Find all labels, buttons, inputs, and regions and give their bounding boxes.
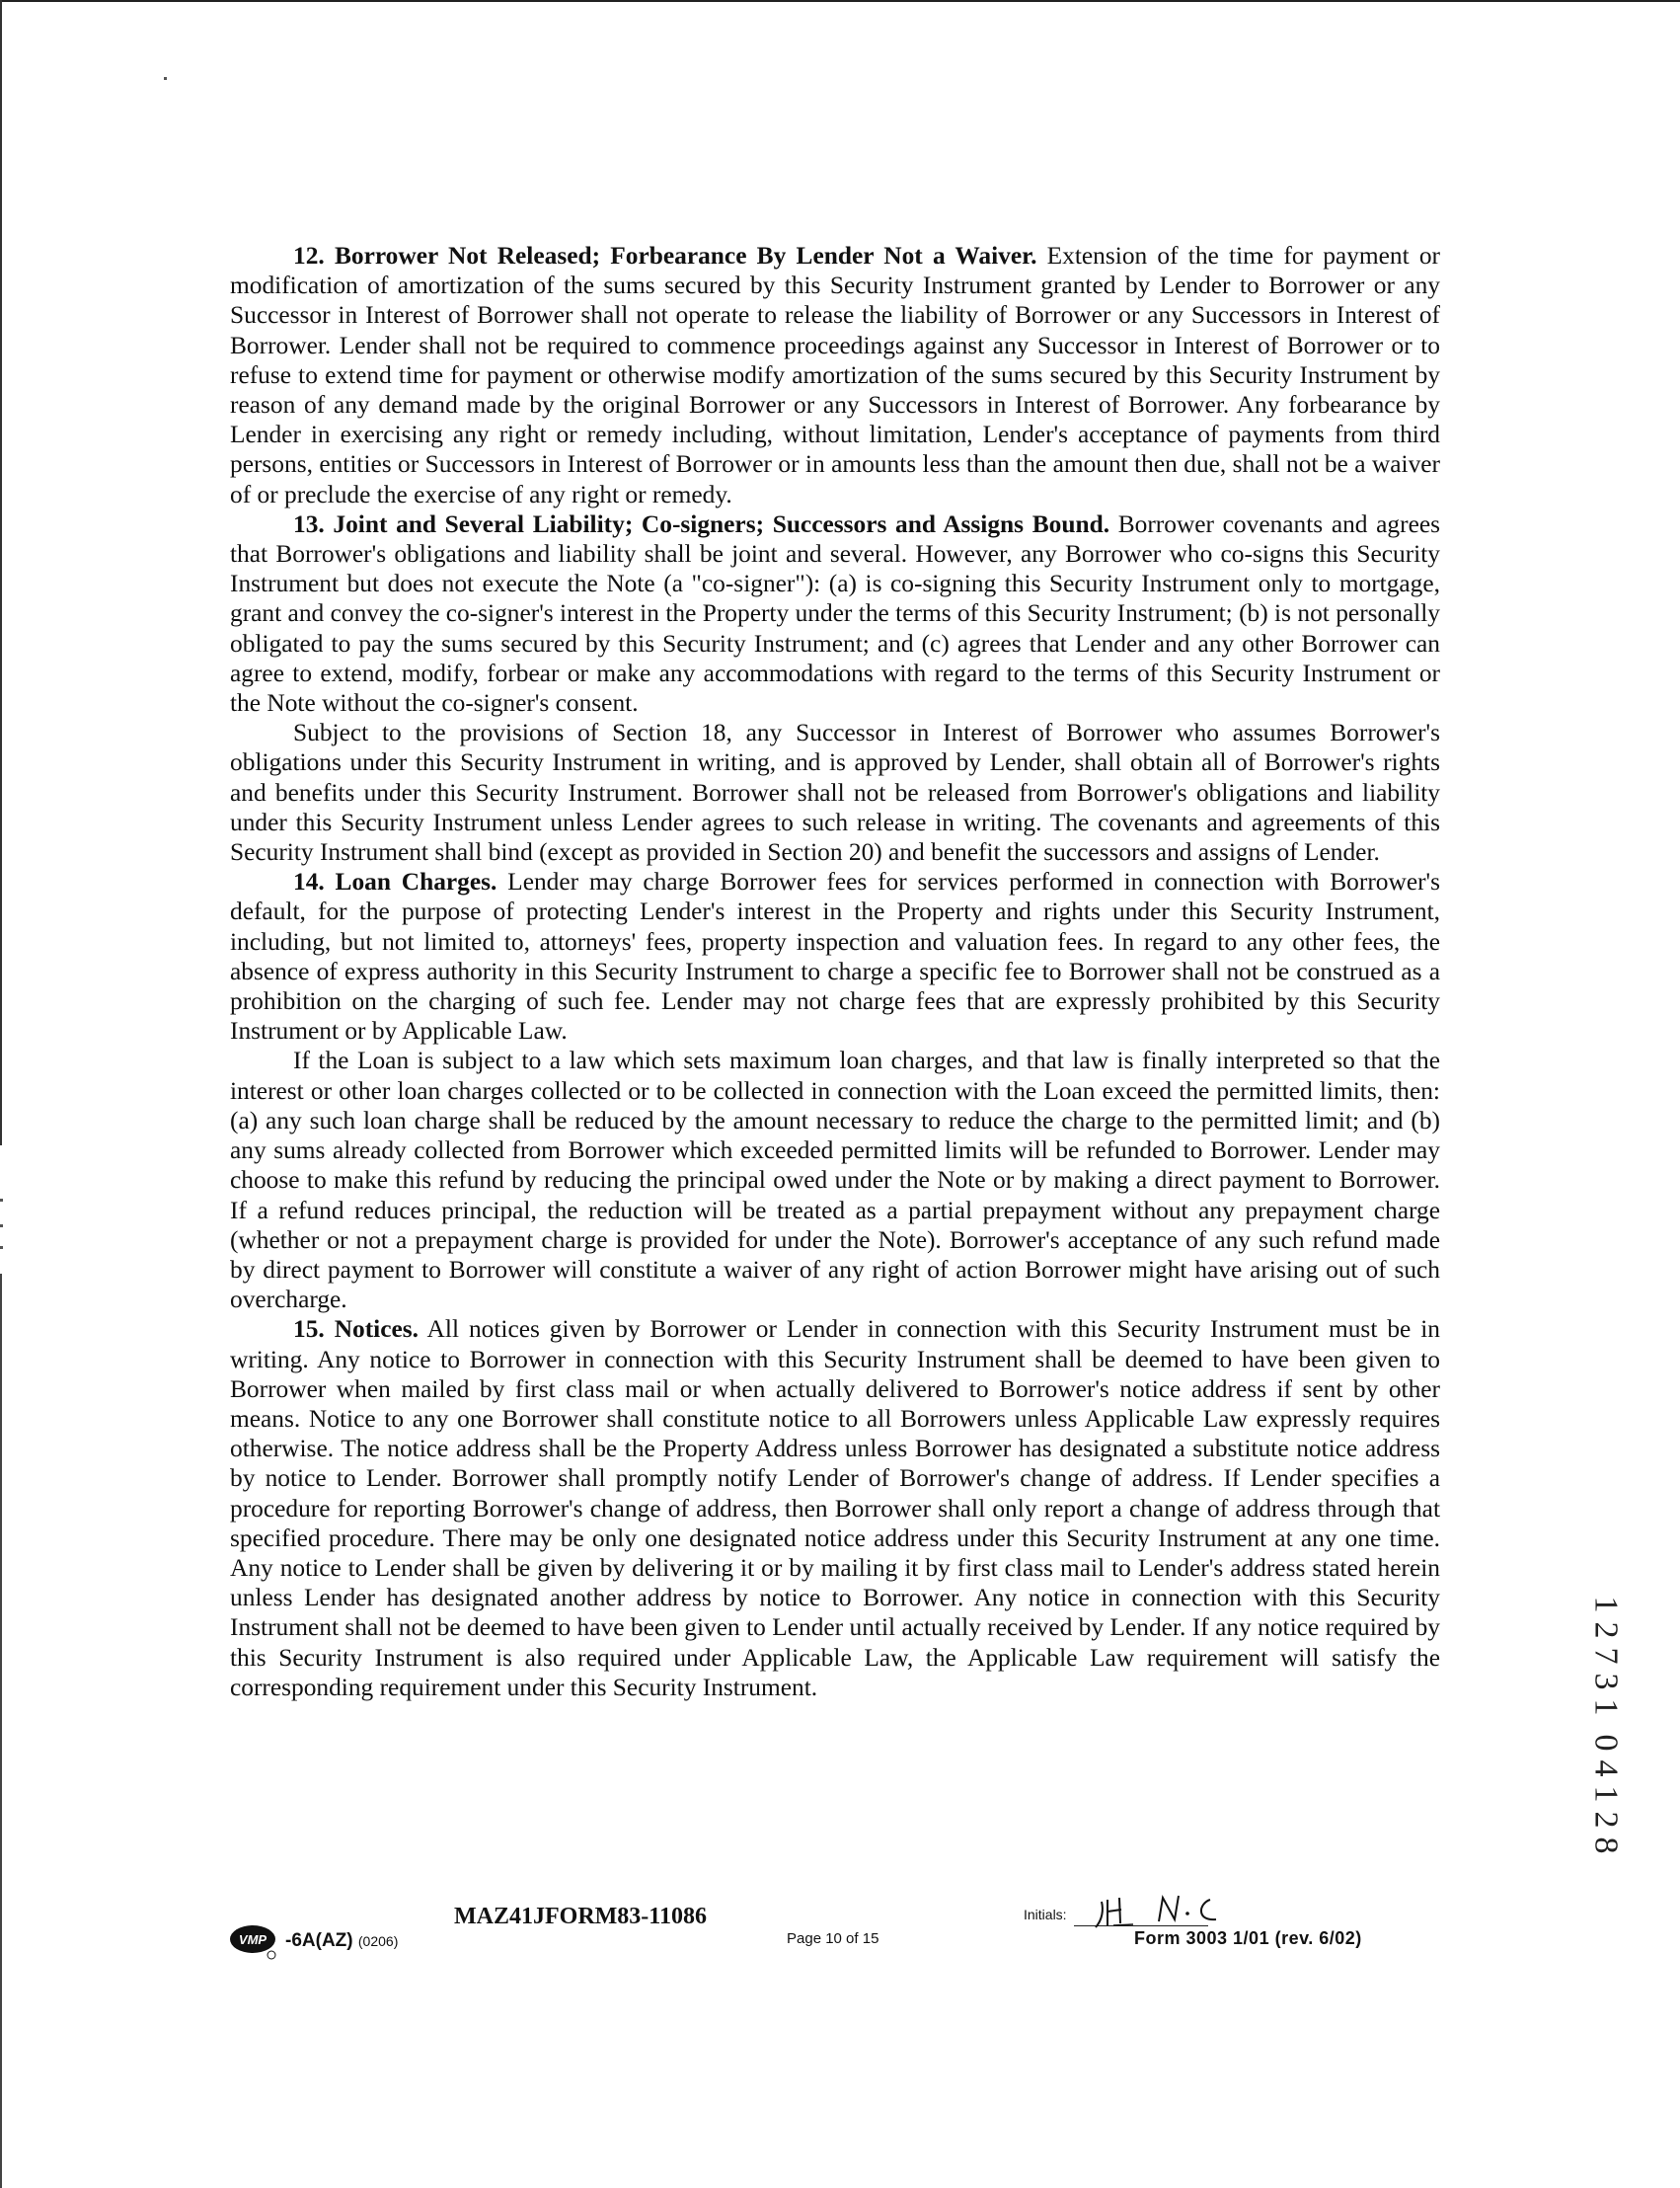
form-code-text: -6A(AZ)	[285, 1930, 353, 1951]
document-body	[230, 241, 1440, 1702]
section-text: Lender may charge Borrower fees for services performed in connection with Borrower's default, for the purpose of protecting Lender's interest in the Property and rights under this Security Instrument, including, but not limited to, attorneys' fees, property inspection and valuation fees. In regard to any other fees, the absence of express authority in this Security Instrument to charge a specific fee to Borrower shall not be construed as a prohibition on the charging of such fee. Lender may not charge fees that are expressly prohibited by this Security Instrument or by Applicable Law.	[230, 868, 1441, 1046]
stamp-digit: 0	[1587, 1734, 1624, 1752]
form-date: (0206)	[357, 1933, 399, 1949]
section-12	[230, 241, 1440, 509]
scan-speck	[0, 1224, 3, 1227]
section-text: Subject to the provisions of Section 18, any Successor in Interest of Borrower who assumes Borrower's obligations under this Security Instrument in writing, and is approved by Lender, shall obtain all of Borrower's rights and benefits under this Security Instrument. Borrower shall not be released from Borrower's obligations and liability under this Security Instrument unless Lender agrees to such release in writing. The covenants and agreements of this Security Instrument shall bind (except as provided in Section 20) and benefit the successors and assigns of Lender.	[230, 719, 1440, 867]
section-text: Borrower covenants and agrees that Borrower's obligations and liability shall be joint and several. However, any Borrower who co-signs this Security Instrument but does not execute the Note (a "co-signer"): (a) is co-signing this Security Instrument only to mortgage, grant and convey the co-signer's interest in the Property under the terms of this Security Instrument; (b) is not personally obligated to pay the sums secured by this Security Instrument; and (c) agrees that Lender and any other Borrower can agree to extend, modify, forbear or make any accommodations with regard to the terms of this Security Instrument or the Note without the co-signer's consent.	[230, 509, 1440, 718]
section-14	[230, 867, 1440, 1046]
section-13-continued	[230, 718, 1440, 867]
vmp-logo-text: VMP	[238, 1932, 267, 1947]
document-code: MAZ41JFORM83-11086	[454, 1904, 707, 1929]
section-13	[230, 509, 1440, 718]
stamp-digit: 2	[1587, 1811, 1624, 1829]
initials-label: Initials:	[1024, 1907, 1067, 1922]
stamp-digit: 2	[1587, 1621, 1624, 1639]
section-text: If the Loan is subject to a law which sets maximum loan charges, and that law is finally interpreted so that the interest or other loan charges collected or to be collected in connection with the Loan exceed the permitted limits, then: (a) any such loan charge shall be reduced by the amount necessary to reduce the charge to the permitted limit; and (b) any sums already collected from Borrower which exceeded permitted limits will be refunded to Borrower. Lender may choose to make this refund by reducing the principal owed under the Note or by making a direct payment to Borrower. If a refund reduces principal, the reduction will be treated as a partial prepayment without any prepayment charge (whether or not a prepayment charge is provided for under the Note). Borrower's acceptance of any such refund made by direct payment to Borrower will constitute a waiver of any right of action Borrower might have arising out of such overcharge.	[230, 1047, 1440, 1314]
vmp-logo	[229, 1922, 280, 1960]
scan-speck	[164, 77, 167, 80]
stamp-digit: 1	[1587, 1596, 1624, 1613]
section-14-continued	[230, 1046, 1440, 1314]
form-code	[285, 1930, 398, 1952]
section-15	[230, 1314, 1440, 1702]
form-number: Form 3003 1/01 (rev. 6/02)	[1134, 1928, 1362, 1948]
stamp-digit: 3	[1587, 1673, 1624, 1690]
section-heading: 13. Joint and Several Liability; Co-signers; Successors and Assigns Bound.	[293, 509, 1110, 538]
section-text: Extension of the time for payment or modification of amortization of the sums secured by this Security Instrument granted by Lender to Borrower or any Successor in Interest of Borrower shall not operate to release the liability of Borrower or any Successors in Interest of Borrower. Lender shall not be required to commence proceedings against any Successor in Interest of Borrower or to refuse to extend time for payment or otherwise modify amortization of the sums secured by this Security Instrument by reason of any demand made by the original Borrower or any Successors in Interest of Borrower. Any forbearance by Lender in exercising any right or remedy including, without limitation, Lender's acceptance of payments from third persons, entities or Successors in Interest of Borrower or in amounts less than the amount then due, shall not be a waiver of or preclude the exercise of any right or remedy.	[230, 242, 1441, 508]
initials-signature	[1094, 1888, 1232, 1933]
stamp-digit: 1	[1587, 1785, 1624, 1803]
section-heading: 15. Notices.	[293, 1315, 419, 1344]
section-heading: 14. Loan Charges.	[293, 868, 497, 897]
stamp-digit: 1	[1587, 1698, 1624, 1716]
section-text: All notices given by Borrower or Lender in connection with this Security Instrument must be in writing. Any notice to Borrower in connection with this Security Instrument shall be deemed to have been given to Borrower when mailed by first class mail or when actually delivered to Borrower's notice address if sent by other means. Notice to any one Borrower shall constitute notice to all Borrowers unless Applicable Law expressly requires otherwise. The notice address shall be the Property Address unless Borrower has designated a substitute notice address by notice to Lender. Borrower shall promptly notify Lender of Borrower's change of address. If Lender specifies a procedure for reporting Borrower's change of address, then Borrower shall only report a change of address through that specified procedure. There may be only one designated notice address under this Security Instrument at any one time. Any notice to Lender shall be given by delivering it or by mailing it by first class mail to Lender's address stated herein unless Lender has designated another address by notice to Borrower. Any notice in connection with this Security Instrument shall not be deemed to have been given to Lender until actually received by Lender. If any notice required by this Security Instrument is also required under Applicable Law, the Applicable Law requirement will satisfy the corresponding requirement under this Security Instrument.	[230, 1315, 1440, 1701]
scan-speck	[0, 1246, 3, 1249]
scan-border-left	[0, 0, 2, 1145]
stamp-digit: 4	[1587, 1759, 1624, 1777]
stamp-digit: 7	[1587, 1647, 1624, 1665]
stamp-digit: 8	[1587, 1836, 1624, 1854]
scan-border-left-lower	[0, 1274, 2, 2188]
vertical-stamp-number	[1587, 1592, 1623, 1858]
scan-speck	[0, 1199, 3, 1202]
scan-border-top	[0, 0, 1680, 2]
section-heading: 12. Borrower Not Released; Forbearance By Lender Not a Waiver.	[293, 242, 1037, 270]
page-number: Page 10 of 15	[787, 1930, 879, 1947]
